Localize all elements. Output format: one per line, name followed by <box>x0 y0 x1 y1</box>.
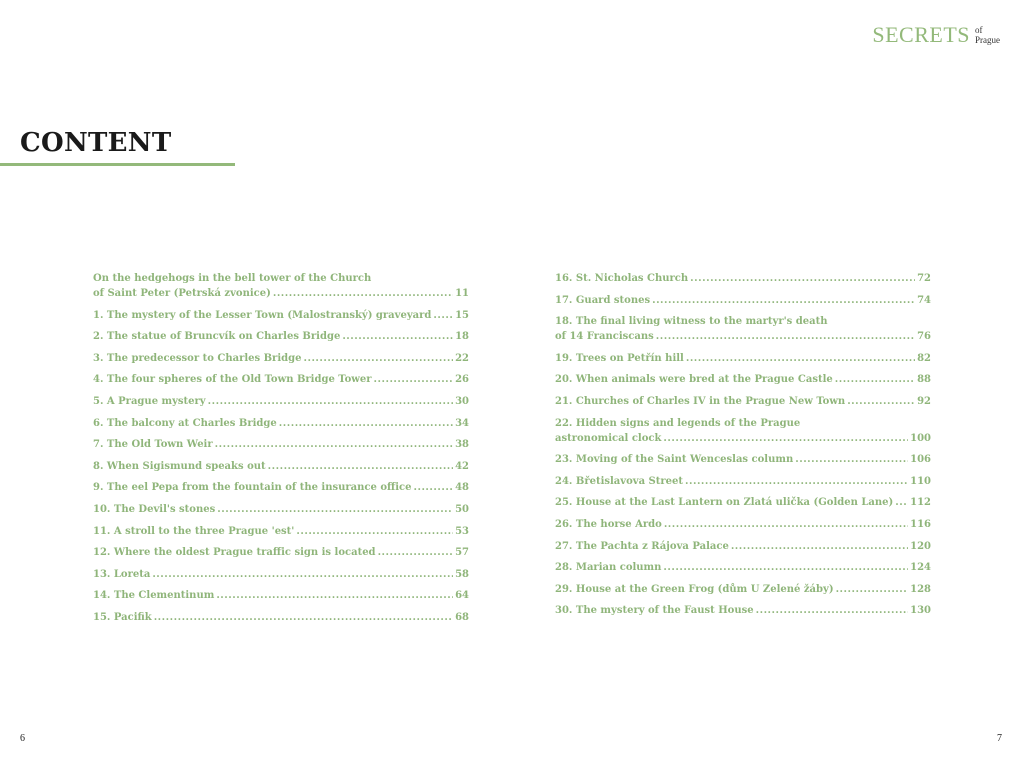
toc-entry-title: 29. House at the Green Frog (dům U Zelené žáby) <box>555 583 834 595</box>
toc-entry[interactable] <box>555 603 931 618</box>
toc-entry-line <box>93 502 469 517</box>
toc-leader-dots <box>154 610 453 625</box>
toc-page-number: 72 <box>917 273 931 284</box>
toc-entry-line <box>555 271 931 286</box>
toc-page-number: 50 <box>455 503 469 515</box>
brand-small-bottom: Prague <box>975 35 1000 45</box>
toc-entry-line <box>555 351 931 366</box>
toc-page-number: 58 <box>455 568 469 580</box>
toc-page-number: 116 <box>910 518 931 530</box>
toc-entry[interactable] <box>93 308 469 323</box>
toc-entry-title: 9. The eel Pepa from the fountain of the insurance office <box>93 482 412 494</box>
toc-page-number: 38 <box>455 439 469 451</box>
page-title: CONTENT <box>20 128 172 158</box>
toc-entry-line <box>555 495 931 510</box>
toc-entry[interactable] <box>93 437 469 452</box>
toc-leader-dots <box>279 416 453 431</box>
toc-entry-title: 27. The Pachta z Rájova Palace <box>555 540 729 552</box>
toc-entry-line <box>93 545 469 560</box>
toc-entry-line <box>93 567 469 582</box>
toc-page-number: 82 <box>917 352 931 364</box>
toc-entry-line <box>555 293 931 308</box>
toc-entry-title: of 14 Franciscans <box>555 331 654 343</box>
toc-leader-dots <box>731 539 908 554</box>
toc-page-number: 76 <box>917 331 931 343</box>
toc-entry-title: 19. Trees on Petřín hill <box>555 352 684 364</box>
toc-leader-dots <box>296 524 453 539</box>
toc-entry-title: 23. Moving of the Saint Wenceslas column <box>555 454 794 466</box>
toc-entry-title: 4. The four spheres of the Old Town Bridge Tower <box>93 374 372 386</box>
toc-column-right <box>555 271 931 625</box>
toc-leader-dots <box>663 431 908 446</box>
toc-leader-dots <box>413 480 453 495</box>
toc-page-number: 92 <box>917 395 931 407</box>
toc-entry[interactable] <box>93 271 469 301</box>
toc-entry-title: 7. The Old Town Weir <box>93 439 213 451</box>
toc-leader-dots <box>216 588 453 603</box>
toc-entry-line <box>555 560 931 575</box>
toc-leader-dots <box>652 293 915 308</box>
toc-page-number: 68 <box>455 611 469 623</box>
toc-page-number: 112 <box>910 497 931 509</box>
toc-entry-title: 6. The balcony at Charles Bridge <box>93 417 277 429</box>
toc-entry-title: 2. The statue of Bruncvík on Charles Bridge <box>93 331 341 343</box>
toc-leader-dots <box>268 459 453 474</box>
toc-leader-dots <box>656 329 915 344</box>
toc-entry-line <box>555 582 931 597</box>
toc-entry[interactable] <box>555 394 931 409</box>
toc-entry-line <box>93 437 469 452</box>
toc-entry[interactable] <box>93 394 469 409</box>
toc-entry[interactable] <box>555 560 931 575</box>
brand-side-text <box>975 22 1000 45</box>
toc-leader-dots <box>208 394 453 409</box>
toc-entry[interactable] <box>93 545 469 560</box>
toc-leader-dots <box>433 308 453 323</box>
toc-entry[interactable] <box>555 452 931 467</box>
toc-entry[interactable] <box>555 517 931 532</box>
toc-entry[interactable] <box>93 416 469 431</box>
toc-entry-line <box>93 351 469 366</box>
toc-entry[interactable] <box>555 495 931 510</box>
toc-page-number: 22 <box>455 352 469 364</box>
toc-entry[interactable] <box>555 271 931 286</box>
toc-entry-line <box>93 459 469 474</box>
toc-leader-dots <box>690 271 915 286</box>
toc-entry-line <box>93 480 469 495</box>
brand-logo <box>872 22 1000 48</box>
toc-entry-title: 3. The predecessor to Charles Bridge <box>93 352 302 364</box>
toc-leader-dots <box>342 329 453 344</box>
toc-entry[interactable] <box>93 351 469 366</box>
page-number-left: 6 <box>20 733 25 744</box>
toc-leader-dots <box>378 545 454 560</box>
toc-page-number: 57 <box>455 547 469 559</box>
toc-entry[interactable] <box>93 567 469 582</box>
toc-entry[interactable] <box>93 329 469 344</box>
toc-page-number: 53 <box>455 525 469 537</box>
toc-page-number: 15 <box>455 309 469 321</box>
toc-leader-dots <box>895 495 908 510</box>
toc-entry-line <box>93 416 469 431</box>
toc-page-number: 106 <box>910 454 931 466</box>
toc-leader-dots <box>663 560 908 575</box>
toc-leader-dots <box>215 437 453 452</box>
toc-leader-dots <box>756 603 909 618</box>
toc-page-number: 120 <box>910 540 931 552</box>
toc-entry-line <box>555 539 931 554</box>
toc-leader-dots <box>795 452 908 467</box>
toc-page-number: 34 <box>455 417 469 429</box>
toc-entry-title: 5. A Prague mystery <box>93 395 206 407</box>
toc-leader-dots <box>836 582 909 597</box>
toc-entry-line <box>555 517 931 532</box>
toc-entry[interactable] <box>555 372 931 387</box>
toc-entry-line <box>93 372 469 387</box>
toc-entry-title: 28. Marian column <box>555 562 662 574</box>
toc-entry-title: 24. Břetislavova Street <box>555 475 683 487</box>
toc-entry[interactable] <box>93 480 469 495</box>
brand-main-text: SECRETS <box>872 22 970 47</box>
toc-entry[interactable] <box>555 474 931 489</box>
toc-entry-title: 25. House at the Last Lantern on Zlatá ulička (Golden Lane) <box>555 497 894 509</box>
toc-entry-title: astronomical clock <box>555 432 662 444</box>
toc-entry-line <box>555 329 931 344</box>
toc-entry-line <box>93 610 469 625</box>
toc-entry-line <box>555 474 931 489</box>
toc-entry-title: 14. The Clementinum <box>93 590 215 602</box>
page-number-right: 7 <box>997 733 1002 744</box>
toc-entry-line <box>93 524 469 539</box>
toc-page-number: 110 <box>910 475 931 487</box>
toc-entry[interactable] <box>555 351 931 366</box>
toc-entry-title: 16. St. Nicholas Church <box>555 273 689 284</box>
toc-leader-dots <box>686 351 915 366</box>
toc-entry-title: 11. A stroll to the three Prague 'est' <box>93 525 295 537</box>
toc-page-number: 18 <box>455 331 469 343</box>
toc-leader-dots <box>664 517 908 532</box>
toc-entry[interactable] <box>93 372 469 387</box>
toc-entry[interactable] <box>93 610 469 625</box>
toc-entry[interactable] <box>555 416 931 446</box>
toc-page-number: 100 <box>910 432 931 444</box>
toc-leader-dots <box>217 502 453 517</box>
toc-entry-title-line: 22. Hidden signs and legends of the Prague <box>555 417 801 429</box>
toc-entry[interactable] <box>93 588 469 603</box>
toc-page-number: 128 <box>910 583 931 595</box>
toc-entry-line <box>555 452 931 467</box>
toc-page-number: 124 <box>910 562 931 574</box>
toc-entry-title: 20. When animals were bred at the Prague Castle <box>555 374 833 386</box>
toc-entry-title-line: On the hedgehogs in the bell tower of the Church <box>93 273 372 284</box>
toc-page-number: 30 <box>455 395 469 407</box>
toc-leader-dots <box>273 286 453 301</box>
toc-page-number: 64 <box>455 590 469 602</box>
toc-entry-title: of Saint Peter (Petrská zvonice) <box>93 288 271 299</box>
toc-entry-title: 17. Guard stones <box>555 294 651 306</box>
toc-entry-title: 26. The horse Ardo <box>555 518 662 530</box>
toc-entry[interactable] <box>93 502 469 517</box>
toc-entry[interactable] <box>555 314 931 344</box>
toc-entry-line <box>555 372 931 387</box>
toc-leader-dots <box>685 474 908 489</box>
toc-entry-title: 15. Pacifik <box>93 611 152 623</box>
toc-leader-dots <box>152 567 453 582</box>
toc-leader-dots <box>835 372 915 387</box>
toc-page-number: 42 <box>455 460 469 472</box>
toc-entry[interactable] <box>555 539 931 554</box>
toc-entry[interactable] <box>93 524 469 539</box>
toc-entry-line <box>93 394 469 409</box>
toc-entry[interactable] <box>93 459 469 474</box>
toc-page-number: 48 <box>455 482 469 494</box>
toc-entry-line <box>93 588 469 603</box>
toc-leader-dots <box>847 394 915 409</box>
toc-entry-title: 8. When Sigismund speaks out <box>93 460 266 472</box>
toc-entry-line <box>555 603 931 618</box>
toc-entry-line <box>93 329 469 344</box>
toc-page-number: 130 <box>910 605 931 617</box>
toc-leader-dots <box>374 372 454 387</box>
toc-page-number: 11 <box>455 288 469 299</box>
toc-page-number: 74 <box>917 294 931 306</box>
toc-entry-line <box>555 394 931 409</box>
title-underline <box>0 163 235 166</box>
toc-entry-title: 1. The mystery of the Lesser Town (Malostranský) graveyard <box>93 309 432 321</box>
toc-entry[interactable] <box>555 582 931 597</box>
toc-column-left <box>93 271 469 632</box>
toc-entry-title: 12. Where the oldest Prague traffic sign is located <box>93 547 376 559</box>
toc-entry[interactable] <box>555 293 931 308</box>
toc-entry-line <box>93 308 469 323</box>
toc-leader-dots <box>303 351 453 366</box>
brand-small-top: of <box>975 25 983 35</box>
toc-entry-line <box>555 431 931 446</box>
toc-entry-title: 13. Loreta <box>93 568 151 580</box>
toc-entry-title: 30. The mystery of the Faust House <box>555 605 754 617</box>
toc-entry-title-line: 18. The final living witness to the martyr's death <box>555 316 828 328</box>
toc-entry-line <box>93 286 469 301</box>
toc-page-number: 26 <box>455 374 469 386</box>
toc-entry-title: 21. Churches of Charles IV in the Prague New Town <box>555 395 846 407</box>
toc-entry-title: 10. The Devil's stones <box>93 503 216 515</box>
toc-page-number: 88 <box>917 374 931 386</box>
